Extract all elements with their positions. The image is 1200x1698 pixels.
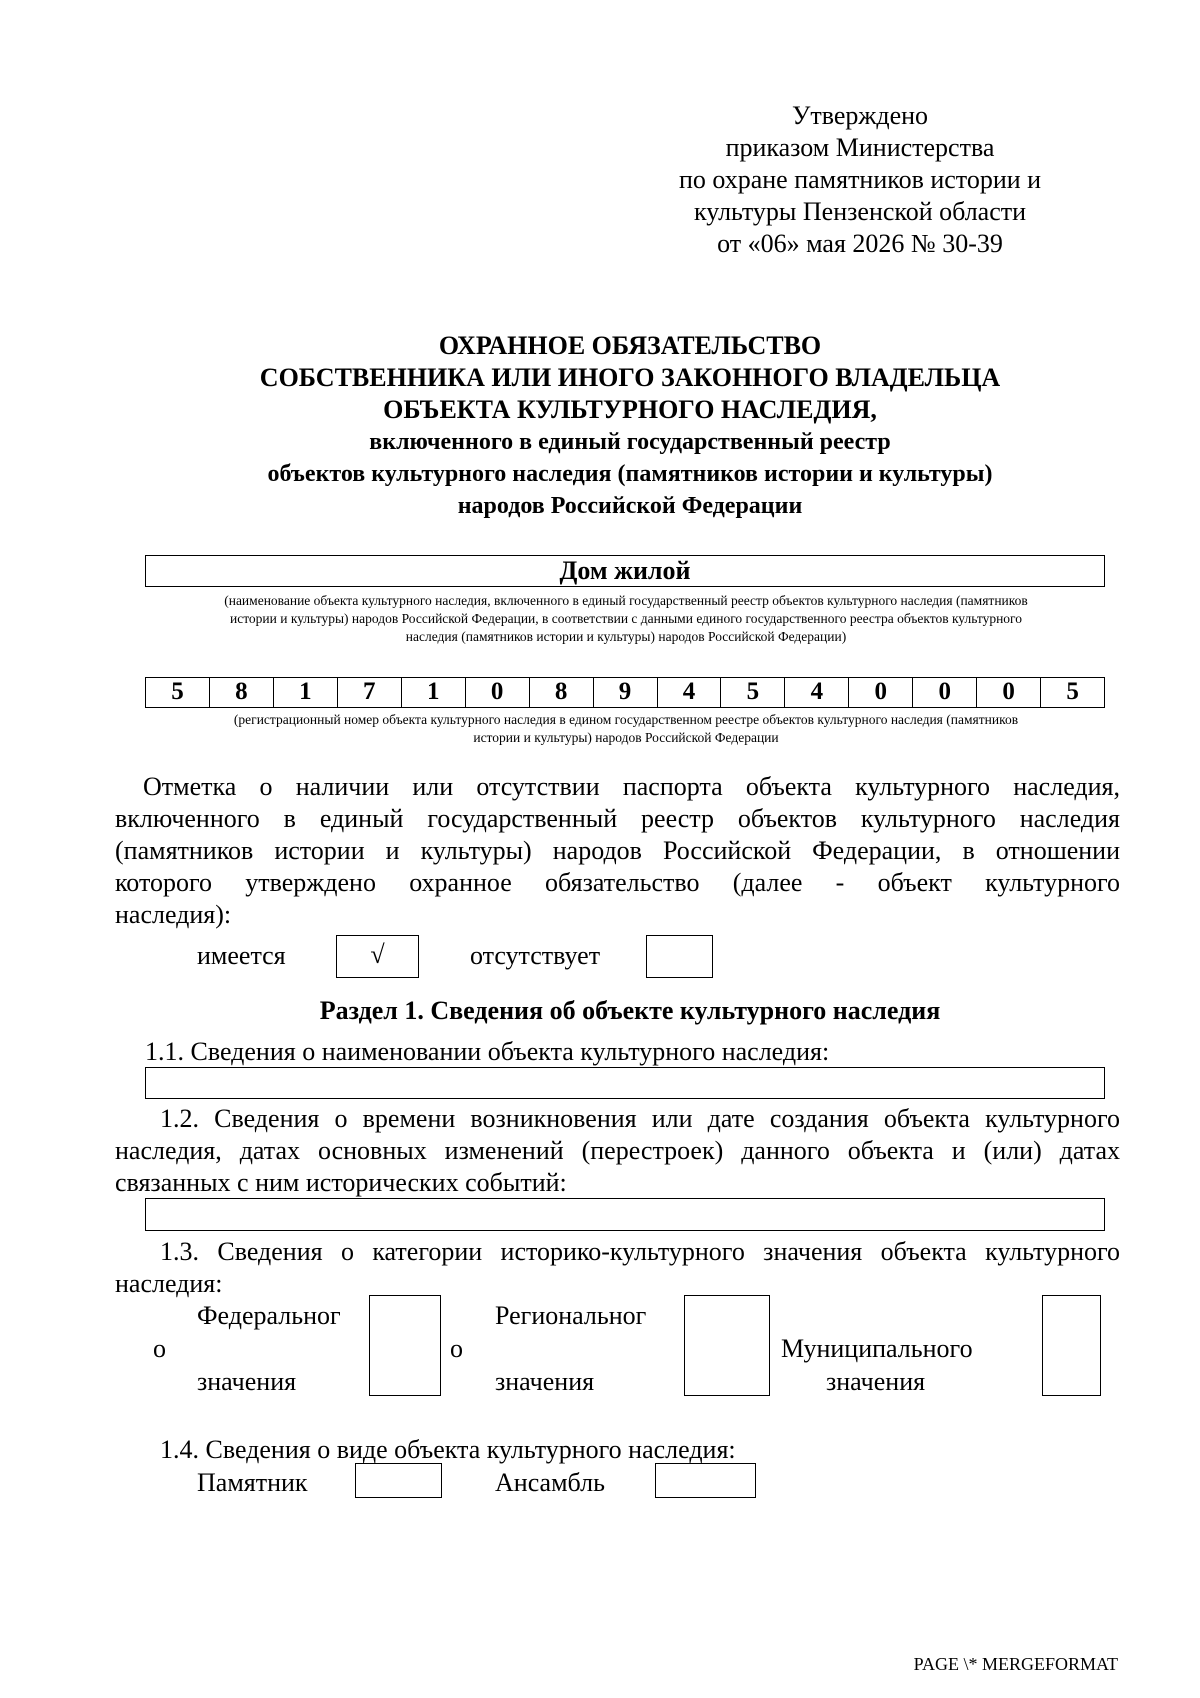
reg-digit-cell[interactable]: 0 xyxy=(912,678,976,707)
monument-label: Памятник xyxy=(197,1468,308,1497)
title-line: ОБЪЕКТА КУЛЬТУРНОГО НАСЛЕДИЯ, xyxy=(383,395,877,424)
item-1-3-paragraph xyxy=(115,1236,1120,1300)
paragraph-line: наследия): xyxy=(115,900,232,929)
caption-line: наследия (памятников истории и культуры) народов Российской Федерации) xyxy=(405,629,847,644)
paragraph-line: 1.2. Сведения о времени возникновения или дате создания объекта культурного xyxy=(160,1104,1120,1133)
passport-absent-checkbox[interactable] xyxy=(646,935,713,978)
object-name-caption xyxy=(140,592,1112,646)
title-line: СОБСТВЕННИКА ИЛИ ИНОГО ЗАКОННОГО ВЛАДЕЛЬЦА xyxy=(259,363,1001,392)
ensemble-label: Ансамбль xyxy=(495,1468,605,1497)
paragraph-line: включенного в единый государственный реестр объектов культурного наследия xyxy=(115,804,1120,833)
paragraph-line: наследия, датах основных изменений (перестроек) данного объекта и (или) датах xyxy=(115,1136,1120,1165)
reg-digit-cell[interactable]: 0 xyxy=(976,678,1040,707)
caption-line: (наименование объекта культурного наследия, включенного в единый государственный реестр объектов культурного наследия (памятников xyxy=(224,593,1028,608)
registration-caption xyxy=(140,711,1112,747)
item-1-1-label: 1.1. Сведения о наименовании объекта культурного наследия: xyxy=(145,1037,830,1066)
approval-line: от «06» мая 2026 № 30-39 xyxy=(717,229,1003,258)
paragraph-line: наследия: xyxy=(115,1269,223,1298)
item-1-4-label: 1.4. Сведения о виде объекта культурного наследия: xyxy=(160,1435,736,1464)
reg-digit-cell[interactable]: 8 xyxy=(529,678,593,707)
paragraph-line: Отметка о наличии или отсутствии паспорта объекта культурного наследия, xyxy=(143,772,1120,801)
caption-line: истории и культуры) народов Российской Федерации xyxy=(473,730,779,745)
approval-line: культуры Пензенской области xyxy=(693,197,1027,226)
title-line: объектов культурного наследия (памятников истории и культуры) xyxy=(267,461,993,487)
reg-digit-cell[interactable]: 5 xyxy=(720,678,784,707)
approval-line: приказом Министерства xyxy=(725,133,995,162)
caption-line: истории и культуры) народов Российской Федерации, в соответствии с данными единого государственного реестра объектов культурного xyxy=(229,611,1022,626)
approval-line: Утверждено xyxy=(791,101,929,130)
passport-paragraph xyxy=(115,771,1120,931)
reg-digit-cell[interactable]: 1 xyxy=(273,678,337,707)
document-title xyxy=(100,330,1160,522)
monument-checkbox[interactable] xyxy=(355,1463,442,1498)
section-heading: Раздел 1. Сведения об объекте культурного наследия xyxy=(319,996,941,1025)
object-name-field[interactable]: Дом жилой xyxy=(145,555,1105,587)
title-line: включенного в единый государственный реестр xyxy=(369,429,891,455)
item-1-2-paragraph xyxy=(115,1103,1120,1199)
page-footer-field: PAGE \* MERGEFORMAT xyxy=(913,1654,1118,1674)
paragraph-line: 1.3. Сведения о категории историко-культурного значения объекта культурного xyxy=(160,1237,1120,1266)
approval-line: по охране памятников истории и xyxy=(678,165,1042,194)
regional-label: Региональног xyxy=(495,1301,647,1330)
object-name-info-field[interactable] xyxy=(145,1067,1105,1099)
reg-digit-cell[interactable]: 4 xyxy=(784,678,848,707)
ensemble-checkbox[interactable] xyxy=(655,1463,756,1498)
paragraph-line: которого утверждено охранное обязательство (далее - объект культурного xyxy=(115,868,1120,897)
reg-digit-cell[interactable]: 5 xyxy=(171,678,184,705)
municipal-checkbox[interactable] xyxy=(1042,1295,1101,1396)
caption-line: (регистрационный номер объекта культурного наследия в едином государственном реестре объектов культурного наследия (памятников xyxy=(233,712,1019,727)
creation-date-field[interactable] xyxy=(145,1198,1105,1231)
reg-digit-cell[interactable]: 8 xyxy=(209,678,273,707)
reg-digit-cell[interactable]: 7 xyxy=(337,678,401,707)
regional-checkbox[interactable] xyxy=(684,1295,770,1396)
title-line: народов Российской Федерации xyxy=(457,493,803,519)
federal-label-o: о xyxy=(153,1334,166,1363)
federal-label-2: значения xyxy=(197,1367,297,1396)
registration-number xyxy=(145,677,1105,708)
approval-block xyxy=(640,100,1080,260)
regional-label-o: о xyxy=(450,1334,463,1363)
regional-label-2: значения xyxy=(495,1367,595,1396)
paragraph-line: (памятников истории и культуры) народов Российской Федерации, в отношении xyxy=(115,836,1120,865)
reg-digit-cell[interactable]: 0 xyxy=(465,678,529,707)
passport-exists-checkbox[interactable]: √ xyxy=(336,935,419,978)
reg-digit-cell[interactable]: 4 xyxy=(657,678,721,707)
municipal-label-2: значения xyxy=(826,1367,926,1396)
passport-absent-label: отсутствует xyxy=(470,941,601,970)
federal-checkbox[interactable] xyxy=(369,1295,441,1396)
passport-exists-label: имеется xyxy=(197,941,286,970)
reg-digit-cell[interactable]: 5 xyxy=(1040,678,1104,707)
reg-digit-cell[interactable]: 9 xyxy=(593,678,657,707)
title-line: ОХРАННОЕ ОБЯЗАТЕЛЬСТВО xyxy=(438,331,822,360)
paragraph-line: связанных с ним исторических событий: xyxy=(115,1168,567,1197)
reg-digit-cell[interactable]: 0 xyxy=(848,678,912,707)
municipal-label: Муниципального xyxy=(781,1334,973,1363)
reg-digit-cell[interactable]: 1 xyxy=(401,678,465,707)
federal-label: Федеральног xyxy=(197,1301,341,1330)
